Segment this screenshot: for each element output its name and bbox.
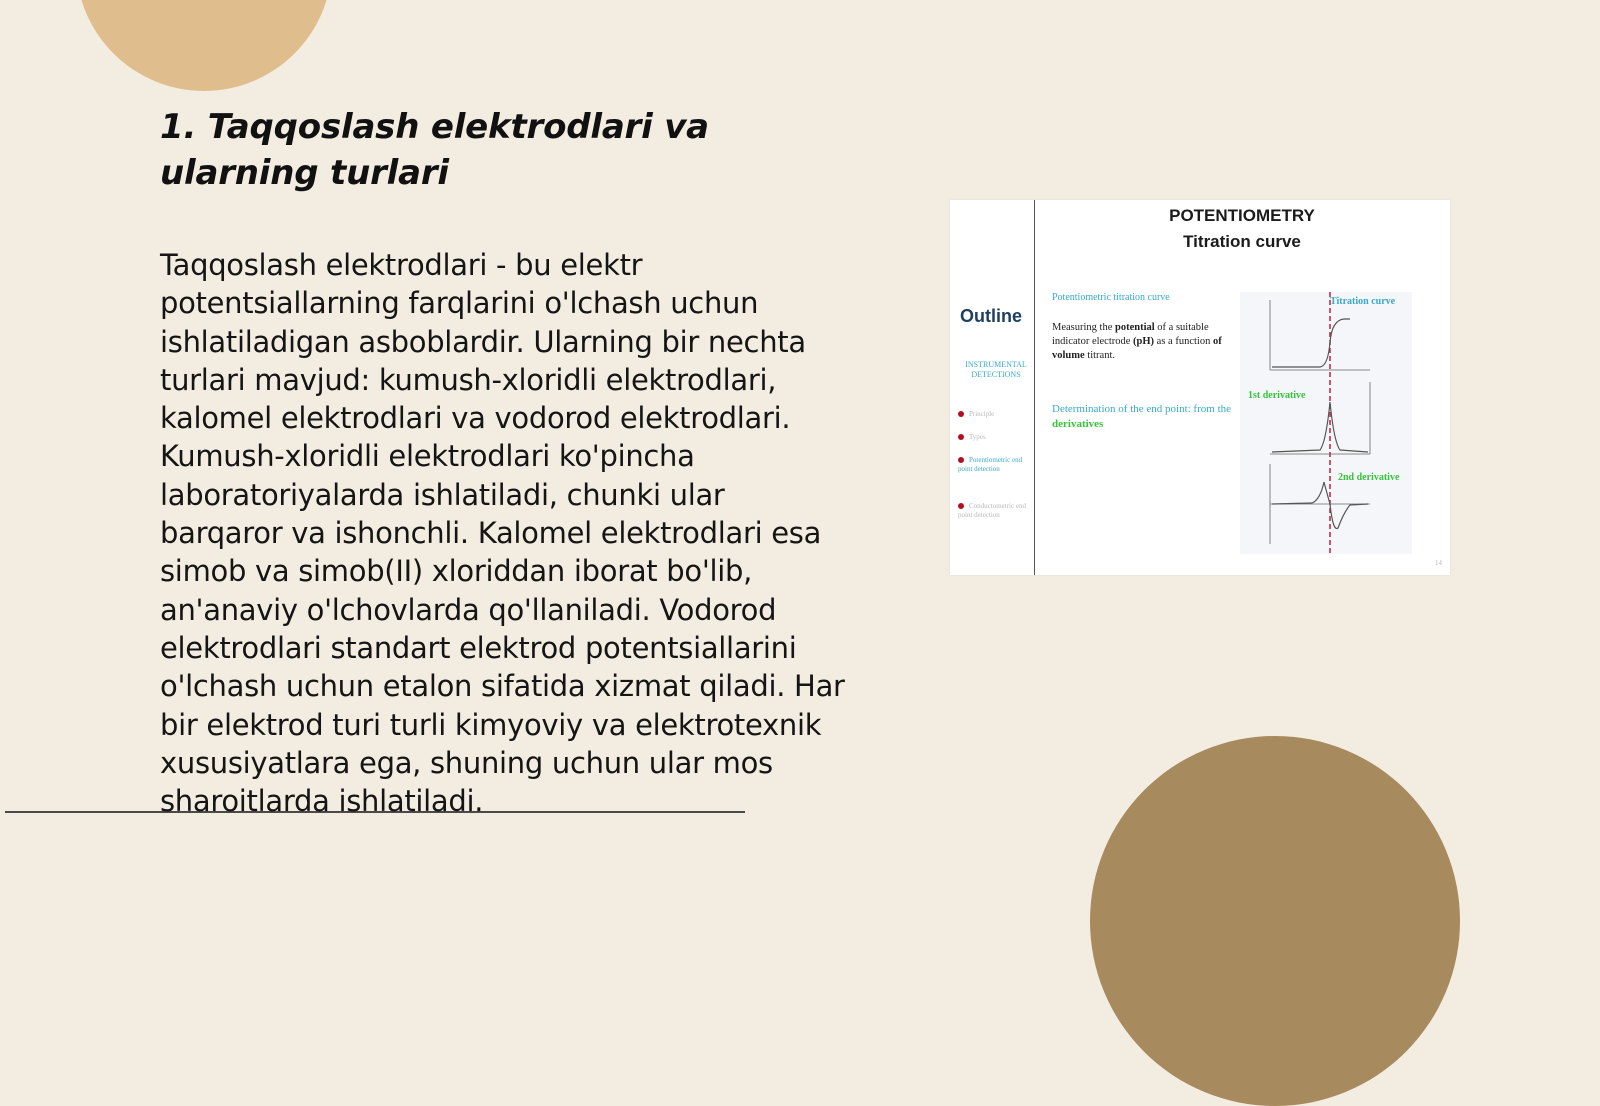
bullet-icon xyxy=(958,503,964,509)
bullet-icon xyxy=(958,457,964,463)
outline-item: Principle xyxy=(958,410,1030,419)
outline-item-active: Potentiometric end point detection xyxy=(958,456,1023,473)
embedded-subheading: Titration curve xyxy=(1183,232,1301,251)
instrumental-label: INSTRUMENTAL DETECTIONS xyxy=(965,360,1027,379)
embedded-subtitle: Potentiometric titration curve xyxy=(1052,292,1170,303)
measure-text: Measuring the potential of a suitable indicator electrode (pH) as a function of volume titrant. xyxy=(1052,322,1222,361)
decorative-circle-top xyxy=(76,0,332,91)
label-titration-curve: Titration curve xyxy=(1330,296,1396,307)
outline-item: Types xyxy=(958,433,1030,442)
label-second-derivative: 2nd derivative xyxy=(1338,472,1400,483)
outline-item: Conductometric end point detection xyxy=(958,502,1026,519)
titration-plot xyxy=(1240,292,1412,554)
embedded-slide-image xyxy=(950,200,1450,575)
page-number: 14 xyxy=(1435,559,1442,567)
outline-label: Outline xyxy=(960,306,1022,326)
decorative-circle-bottom xyxy=(1090,736,1460,1106)
bullet-icon xyxy=(958,411,964,417)
slide-title: 1. Taqqoslash elektrodlari va ularning turlari xyxy=(160,107,709,193)
embedded-heading: POTENTIOMETRY xyxy=(1169,206,1315,225)
slide-body-text: Taqqoslash elektrodlari - bu elektr potentsiallarning farqlarini o'lchash uchun ishlatiladigan asboblardir. Ularning bir nechta turlari mavjud: kumush-xloridli elektrodlari, kalomel elektrodlari va vodorod elektrodlari. Kumush-xloridli elektrodlari ko'pincha laboratoriyalarda ishlatiladi, chunki ular barqaror va ishonchli. Kalomel elektrodlari esa simob va simob(II) xloriddan iborat bo'lib, an'anaviy o'lchovlarda qo'llaniladi. Vodorod elektrodlari standart elektrod potentsiallarini o'lchash uchun etalon sifatida xizmat qiladi. Har bir elektrod turi turli kimyoviy va elektrotexnik xususiyatlara ega, shuning uchun ular mos sharoitlarda ishlatiladi. xyxy=(160,248,845,819)
titration-curves-figure xyxy=(1240,292,1412,554)
determination-text: Determination of the end point: from the derivatives xyxy=(1052,403,1232,430)
label-first-derivative: 1st derivative xyxy=(1248,390,1306,401)
slide-divider xyxy=(1034,200,1035,575)
bullet-icon xyxy=(958,434,964,440)
